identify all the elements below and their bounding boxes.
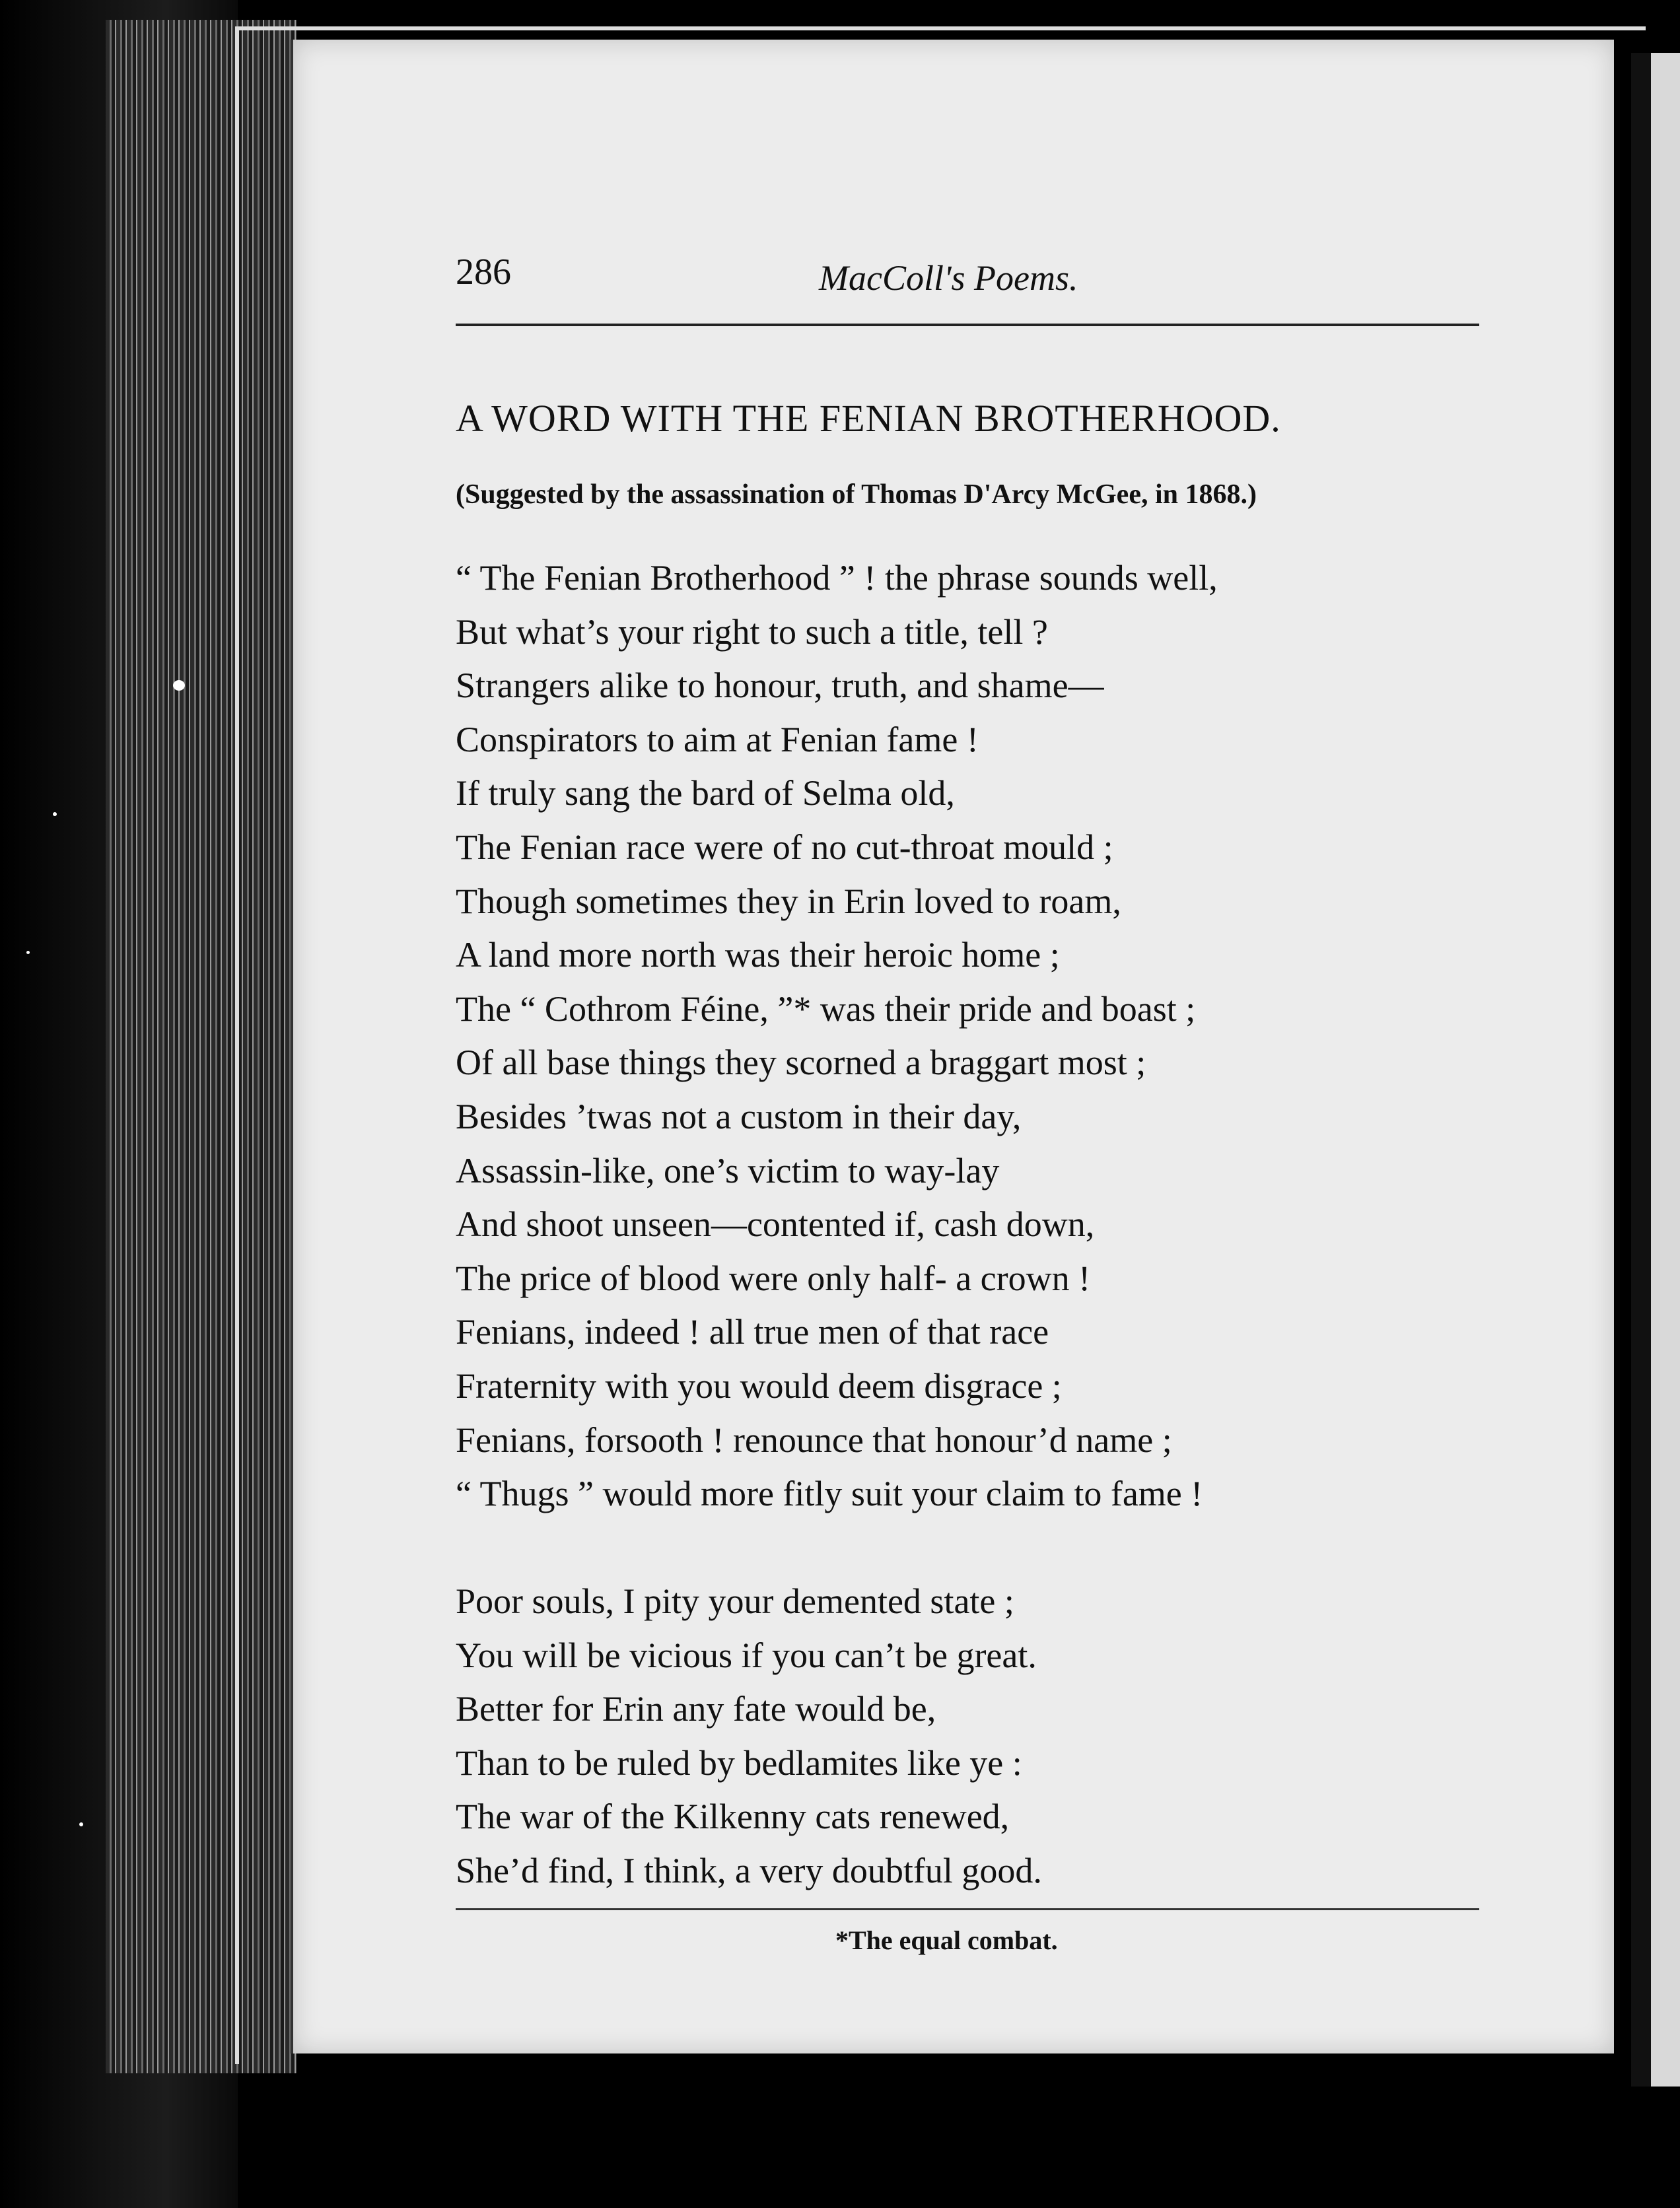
stanza-2: [456, 1575, 1042, 1898]
poem-line: Fraternity with you would deem disgrace ;: [456, 1365, 1062, 1406]
poem-line: Of all base things they scorned a braggart most ;: [456, 1043, 1146, 1083]
poem-line: Fenians, forsooth ! renounce that honour’d name ;: [456, 1420, 1172, 1460]
stanza-1: [456, 551, 1218, 1521]
page-number: 286: [456, 252, 511, 293]
poem-line: “ Thugs ” would more fitly suit your claim to fame !: [456, 1474, 1203, 1514]
poem-line: The Fenian race were of no cut-throat mould ;: [456, 827, 1113, 867]
poem-line: “ The Fenian Brotherhood ” ! the phrase sounds well,: [456, 558, 1218, 598]
dust-speck: [26, 951, 30, 954]
poem-subtitle: (Suggested by the assassination of Thomas D'Arcy McGee, in 1868.): [456, 479, 1257, 510]
poem-line: And shoot unseen—contented if, cash down,: [456, 1204, 1095, 1245]
footnote-rule: [456, 1908, 1479, 1910]
poem-line: Assassin-like, one’s victim to way-lay: [456, 1150, 1000, 1190]
poem-line: Fenians, indeed ! all true men of that race: [456, 1312, 1049, 1352]
poem-line: Besides ’twas not a custom in their day,: [456, 1096, 1022, 1136]
footnote: *The equal combat.: [835, 1925, 1058, 1955]
poem-line: Strangers alike to honour, truth, and shame—: [456, 666, 1104, 706]
poem-line: Better for Erin any fate would be,: [456, 1689, 936, 1729]
facing-page-edge: [1631, 53, 1680, 2087]
poem-line: A land more north was their heroic home ;: [456, 935, 1060, 975]
dust-speck: [53, 812, 57, 816]
poem-title: A WORD WITH THE FENIAN BROTHERHOOD.: [456, 397, 1281, 440]
poem-line: Than to be ruled by bedlamites like ye :: [456, 1742, 1022, 1783]
poem-line: Though sometimes they in Erin loved to roam,: [456, 881, 1121, 921]
poem-line: But what’s your right to such a title, tell ?: [456, 611, 1048, 652]
poem-line: Poor souls, I pity your demented state ;: [456, 1581, 1014, 1621]
poem-line: The price of blood were only half- a crown !: [456, 1258, 1091, 1298]
dust-speck: [173, 680, 185, 691]
poem-line: Conspirators to aim at Fenian fame !: [456, 719, 979, 759]
poem-line: If truly sang the bard of Selma old,: [456, 773, 955, 813]
poem-line: You will be vicious if you can’t be great.: [456, 1635, 1037, 1675]
poem-line: She’d find, I think, a very doubtful good.: [456, 1850, 1042, 1890]
running-head: [456, 251, 1479, 326]
poem-line: The “ Cothrom Féine, ”* was their pride and boast ;: [456, 988, 1196, 1029]
book-title: MacColl's Poems.: [819, 258, 1078, 298]
poem-line: The war of the Kilkenny cats renewed,: [456, 1797, 1010, 1837]
dust-speck: [79, 1822, 83, 1826]
